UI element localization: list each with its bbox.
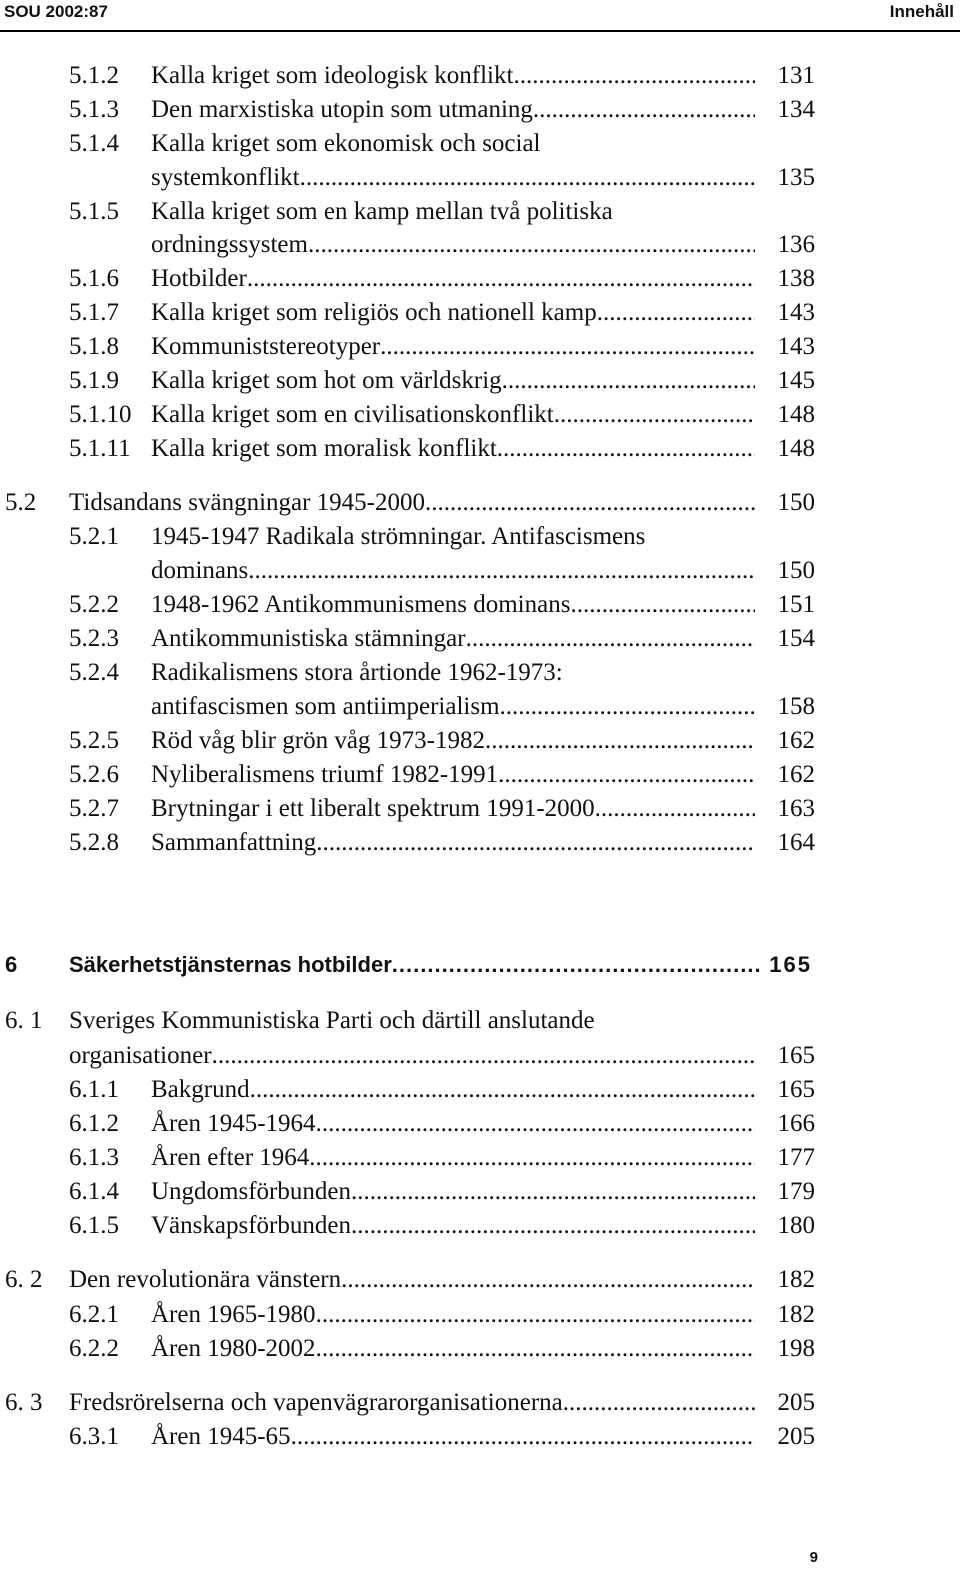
toc-number: 5.2.4 (69, 659, 119, 686)
toc-page: 158 (777, 693, 815, 720)
toc-title: Bakgrund (151, 1076, 250, 1103)
toc-page: 131 (777, 62, 815, 89)
toc-title: Antikommunistiska stämningar (151, 625, 466, 652)
running-header-left: SOU 2002:87 (4, 2, 108, 21)
toc-number: 6.3.1 (69, 1423, 119, 1450)
toc-page: 179 (777, 1178, 815, 1205)
toc-chapter-6[interactable] (0, 949, 960, 981)
toc-page: 182 (777, 1301, 815, 1328)
toc-entry-5-2-3[interactable] (0, 623, 960, 655)
toc-title: Röd våg blir grön våg 1973-1982 (151, 727, 485, 754)
toc-entry-6-3-1[interactable] (0, 1421, 960, 1453)
toc-title: Kalla kriget som moralisk konflikt (151, 435, 497, 462)
toc-title: Åren 1980-2002 (151, 1335, 316, 1362)
toc-page: 150 (777, 489, 815, 516)
toc-entry-6-1-cont[interactable] (0, 1040, 960, 1072)
toc-page: 164 (777, 829, 815, 856)
toc-title: Den marxistiska utopin som utmaning (151, 96, 533, 123)
toc-entry-5-1-10[interactable] (0, 399, 960, 431)
toc-page: 136 (777, 231, 815, 258)
toc-number: 6. 2 (5, 1266, 43, 1293)
toc-number: 5.1.9 (69, 367, 119, 394)
toc-entry-6-1-2[interactable] (0, 1108, 960, 1140)
toc-number: 5.1.3 (69, 96, 119, 123)
running-header-right: Innehåll (889, 2, 954, 21)
toc-entry-6-2-2[interactable] (0, 1333, 960, 1365)
toc-number: 5.2.5 (69, 727, 119, 754)
toc-number: 5.2.1 (69, 523, 119, 550)
toc-number: 5.1.8 (69, 333, 119, 360)
toc-page: 165 (769, 952, 812, 977)
toc-page: 151 (777, 591, 815, 618)
toc-entry-6-1[interactable] (0, 1005, 960, 1037)
toc-number: 6. 1 (5, 1007, 43, 1034)
toc-entry-5-2-1-cont[interactable] (0, 555, 960, 587)
toc-entry-5-1-9[interactable] (0, 365, 960, 397)
toc-page: 162 (777, 727, 815, 754)
toc-title: Fredsrörelserna och vapenvägrarorganisationerna (69, 1389, 563, 1416)
toc-number: 5.2.7 (69, 795, 119, 822)
toc-entry-5-2-5[interactable] (0, 725, 960, 757)
toc-entry-5-1-11[interactable] (0, 433, 960, 465)
toc-entry-6-1-3[interactable] (0, 1142, 960, 1174)
toc-page: 143 (777, 299, 815, 326)
toc-entry-5-2-2[interactable] (0, 589, 960, 621)
toc-number: 6.1.4 (69, 1178, 119, 1205)
toc-entry-5-1-6[interactable] (0, 263, 960, 295)
toc-entry-5-2-1[interactable] (0, 521, 960, 553)
toc-title: Säkerhetstjänsternas hotbilder (69, 952, 392, 977)
toc-entry-5-2[interactable] (0, 487, 960, 519)
toc-number: 6.1.3 (69, 1144, 119, 1171)
toc-page: 180 (777, 1212, 815, 1239)
toc-page: 163 (777, 795, 815, 822)
toc-title-line1: Sveriges Kommunistiska Parti och därtill anslutande (69, 1007, 595, 1034)
toc-number: 5.1.7 (69, 299, 119, 326)
toc-number: 6.2.1 (69, 1301, 119, 1328)
toc-number: 6.1.1 (69, 1076, 119, 1103)
toc-page: 148 (777, 435, 815, 462)
toc-page: 138 (777, 265, 815, 292)
toc-title: Brytningar i ett liberalt spektrum 1991-2000 (151, 795, 595, 822)
toc-page: 143 (777, 333, 815, 360)
toc-entry-5-2-7[interactable] (0, 793, 960, 825)
toc-entry-5-2-4-cont[interactable] (0, 691, 960, 723)
toc-number: 5.1.11 (69, 435, 131, 462)
toc-title: Kommuniststereotyper (151, 333, 381, 360)
toc-page: 165 (777, 1042, 815, 1069)
toc-entry-6-3[interactable] (0, 1387, 960, 1419)
toc-title-line2: systemkonflikt (151, 164, 300, 191)
toc-page: 166 (777, 1110, 815, 1137)
toc-page: 154 (777, 625, 815, 652)
toc-number: 5.1.10 (69, 401, 132, 428)
toc-title: Kalla kriget som ideologisk konflikt (151, 62, 514, 89)
toc-entry-5-1-4-cont[interactable] (0, 162, 960, 194)
toc-page: 165 (777, 1076, 815, 1103)
toc-number: 5.2 (5, 489, 37, 516)
toc-number: 5.2.8 (69, 829, 119, 856)
toc-page: 135 (777, 164, 815, 191)
toc-title-line2: organisationer (69, 1042, 212, 1069)
toc-page: 134 (777, 96, 815, 123)
toc-title: Åren 1945-65 (151, 1423, 291, 1450)
toc-entry-6-2[interactable] (0, 1264, 960, 1296)
toc-title: Kalla kriget som hot om världskrig (151, 367, 502, 394)
toc-title: Kalla kriget som religiös och nationell kamp (151, 299, 597, 326)
toc-title: Åren 1945-1964 (151, 1110, 316, 1137)
toc-entry-6-2-1[interactable] (0, 1299, 960, 1331)
toc-number: 5.1.5 (69, 198, 119, 225)
toc-title: 1948-1962 Antikommunismens dominans (151, 591, 571, 618)
toc-title: Åren 1965-1980 (151, 1301, 316, 1328)
toc-entry-5-1-5-cont[interactable] (0, 229, 960, 261)
toc-number: 5.2.6 (69, 761, 119, 788)
toc-number: 6. 3 (5, 1389, 43, 1416)
toc-title-line1: 1945-1947 Radikala strömningar. Antifascismens (151, 523, 646, 550)
toc-title: Nyliberalismens triumf 1982-1991 (151, 761, 499, 788)
toc-title: Åren efter 1964 (151, 1144, 310, 1171)
toc-title: Den revolutionära vänstern (69, 1266, 342, 1293)
toc-title: Sammanfattning (151, 829, 317, 856)
toc-title: Tidsandans svängningar 1945-2000 (69, 489, 426, 516)
toc-title-line1: Radikalismens stora årtionde 1962-1973: (151, 659, 563, 686)
toc-number: 5.1.4 (69, 130, 119, 157)
toc-entry-5-2-4[interactable] (0, 657, 960, 689)
toc-title-line2: dominans (151, 557, 249, 584)
toc-entry-5-1-2[interactable] (0, 60, 960, 92)
toc-entry-5-1-8[interactable] (0, 331, 960, 363)
toc-number: 6 (5, 952, 18, 977)
toc-entry-6-1-5[interactable] (0, 1210, 960, 1242)
toc-entry-5-2-6[interactable] (0, 759, 960, 791)
toc-entry-6-1-4[interactable] (0, 1176, 960, 1208)
toc-title-line2: antifascismen som antiimperialism (151, 693, 500, 720)
toc-title: Ungdomsförbunden (151, 1178, 351, 1205)
page-number: 9 (809, 1549, 818, 1566)
toc-page: 162 (777, 761, 815, 788)
toc-entry-5-1-7[interactable] (0, 297, 960, 329)
toc-page: 205 (777, 1389, 815, 1416)
toc-title: Kalla kriget som en civilisationskonflikt (151, 401, 554, 428)
toc-page: 198 (777, 1335, 815, 1362)
toc-number: 5.1.2 (69, 62, 119, 89)
toc-title: Hotbilder (151, 265, 247, 292)
toc-title-line1: Kalla kriget som ekonomisk och social (151, 130, 541, 157)
toc-page: 148 (777, 401, 815, 428)
toc-entry-5-1-5[interactable] (0, 196, 960, 228)
toc-entry-5-1-4[interactable] (0, 128, 960, 160)
toc-number: 6.1.2 (69, 1110, 119, 1137)
toc-title: Vänskapsförbunden (151, 1212, 351, 1239)
toc-page: 177 (777, 1144, 815, 1171)
toc-number: 5.1.6 (69, 265, 119, 292)
toc-entry-5-2-8[interactable] (0, 827, 960, 859)
toc-title-line2: ordningssystem (151, 231, 308, 258)
toc-page: 205 (777, 1423, 815, 1450)
toc-page: 182 (777, 1266, 815, 1293)
toc-entry-5-1-3[interactable] (0, 94, 960, 126)
header-rule (0, 30, 960, 32)
toc-number: 6.1.5 (69, 1212, 119, 1239)
toc-page: 150 (777, 557, 815, 584)
toc-number: 5.2.2 (69, 591, 119, 618)
toc-title-line1: Kalla kriget som en kamp mellan två politiska (151, 198, 613, 225)
toc-number: 6.2.2 (69, 1335, 119, 1362)
toc-entry-6-1-1[interactable] (0, 1074, 960, 1106)
toc-page: 145 (777, 367, 815, 394)
toc-number: 5.2.3 (69, 625, 119, 652)
